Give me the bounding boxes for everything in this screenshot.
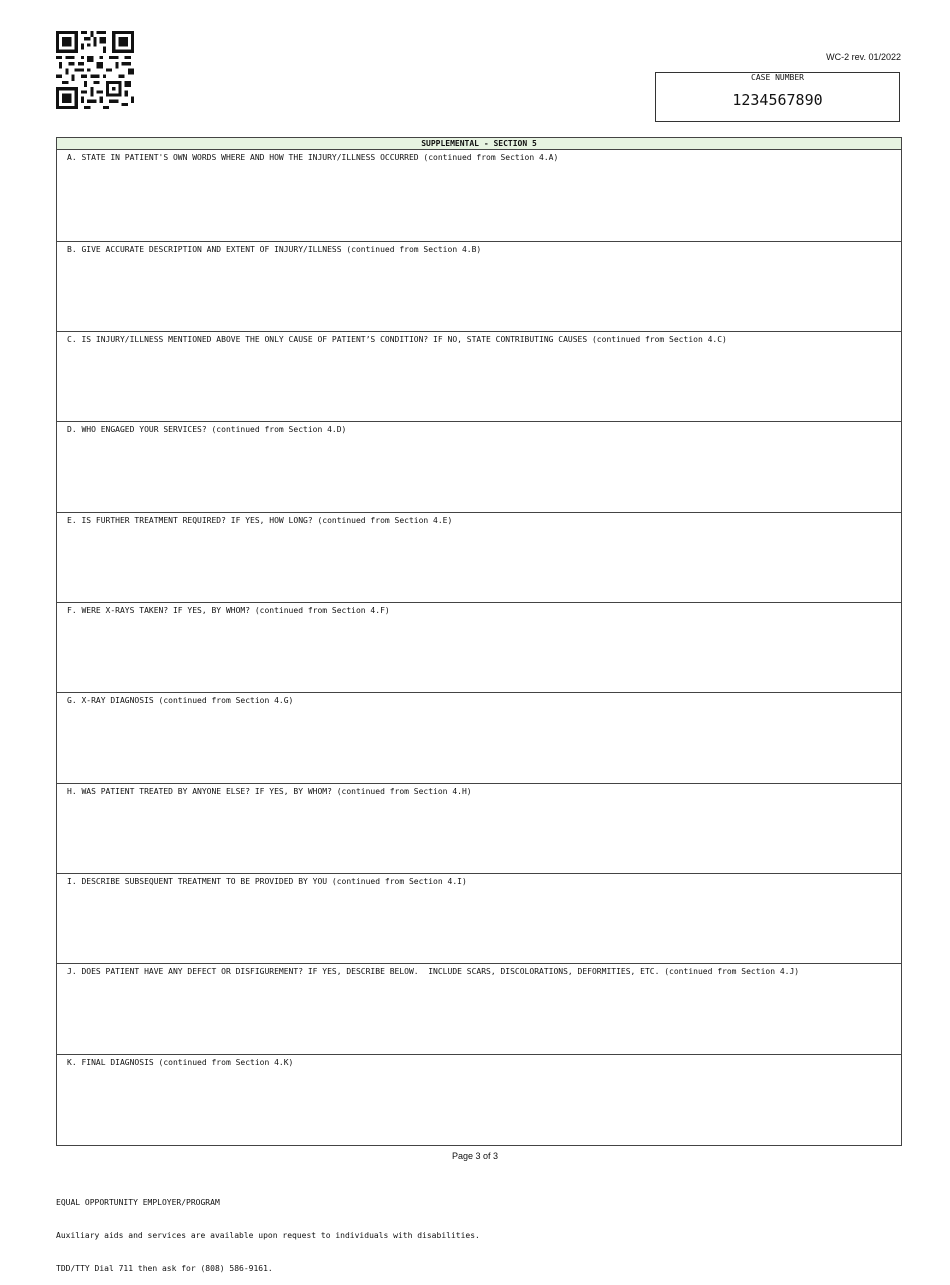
supplemental-section	[56, 137, 902, 1146]
page-number: Page 3 of 3	[451, 1151, 499, 1161]
field-label: G. X-RAY DIAGNOSIS (continued from Section 4.G)	[67, 696, 294, 705]
footer-notice	[56, 1175, 480, 1285]
footer-line-1: EQUAL OPPORTUNITY EMPLOYER/PROGRAM	[56, 1198, 220, 1207]
field-section-5f[interactable]	[57, 603, 901, 693]
field-section-5b[interactable]	[57, 242, 901, 332]
field-section-5g[interactable]	[57, 693, 901, 784]
section-title: SUPPLEMENTAL - SECTION 5	[57, 138, 901, 150]
field-label: F. WERE X-RAYS TAKEN? IF YES, BY WHOM? (continued from Section 4.F)	[67, 606, 390, 615]
field-label: H. WAS PATIENT TREATED BY ANYONE ELSE? IF YES, BY WHOM? (continued from Section 4.H)	[67, 787, 472, 796]
field-label: I. DESCRIBE SUBSEQUENT TREATMENT TO BE PROVIDED BY YOU (continued from Section 4.I)	[67, 877, 467, 886]
field-section-5j[interactable]	[57, 964, 901, 1055]
field-label: J. DOES PATIENT HAVE ANY DEFECT OR DISFIGUREMENT? IF YES, DESCRIBE BELOW. INCLUDE SCARS, DISCOLORATIONS, DEFORMITIES, ETC. (continued from Section 4.J)	[67, 967, 800, 976]
field-section-5a[interactable]	[57, 150, 901, 242]
field-section-5k[interactable]	[57, 1055, 901, 1145]
case-number-label: CASE NUMBER	[751, 73, 804, 82]
field-label: D. WHO ENGAGED YOUR SERVICES? (continued from Section 4.D)	[67, 425, 347, 434]
field-label: K. FINAL DIAGNOSIS (continued from Section 4.K)	[67, 1058, 294, 1067]
field-label: A. STATE IN PATIENT'S OWN WORDS WHERE AND HOW THE INJURY/ILLNESS OCCURRED (continued from Section 4.A)	[67, 153, 559, 162]
case-number-box	[655, 72, 900, 122]
footer-line-3: TDD/TTY Dial 711 then ask for (808) 586-9161.	[56, 1264, 273, 1273]
field-section-5h[interactable]	[57, 784, 901, 874]
field-label: C. IS INJURY/ILLNESS MENTIONED ABOVE THE ONLY CAUSE OF PATIENT’S CONDITION? IF NO, STATE CONTRIBUTING CAUSES (continued from Section 4.C)	[67, 335, 727, 344]
footer-line-2: Auxiliary aids and services are available upon request to individuals with disabilities.	[56, 1231, 480, 1240]
field-section-5d[interactable]	[57, 422, 901, 513]
field-section-5i[interactable]	[57, 874, 901, 964]
form-revision: WC-2 rev. 01/2022	[826, 52, 901, 62]
field-section-5e[interactable]	[57, 513, 901, 603]
case-number-value[interactable]: 1234567890	[732, 91, 823, 109]
field-label: B. GIVE ACCURATE DESCRIPTION AND EXTENT OF INJURY/ILLNESS (continued from Section 4.B)	[67, 245, 482, 254]
qr-code-icon	[56, 31, 134, 109]
field-label: E. IS FURTHER TREATMENT REQUIRED? IF YES, HOW LONG? (continued from Section 4.E)	[67, 516, 453, 525]
field-section-5c[interactable]	[57, 332, 901, 422]
